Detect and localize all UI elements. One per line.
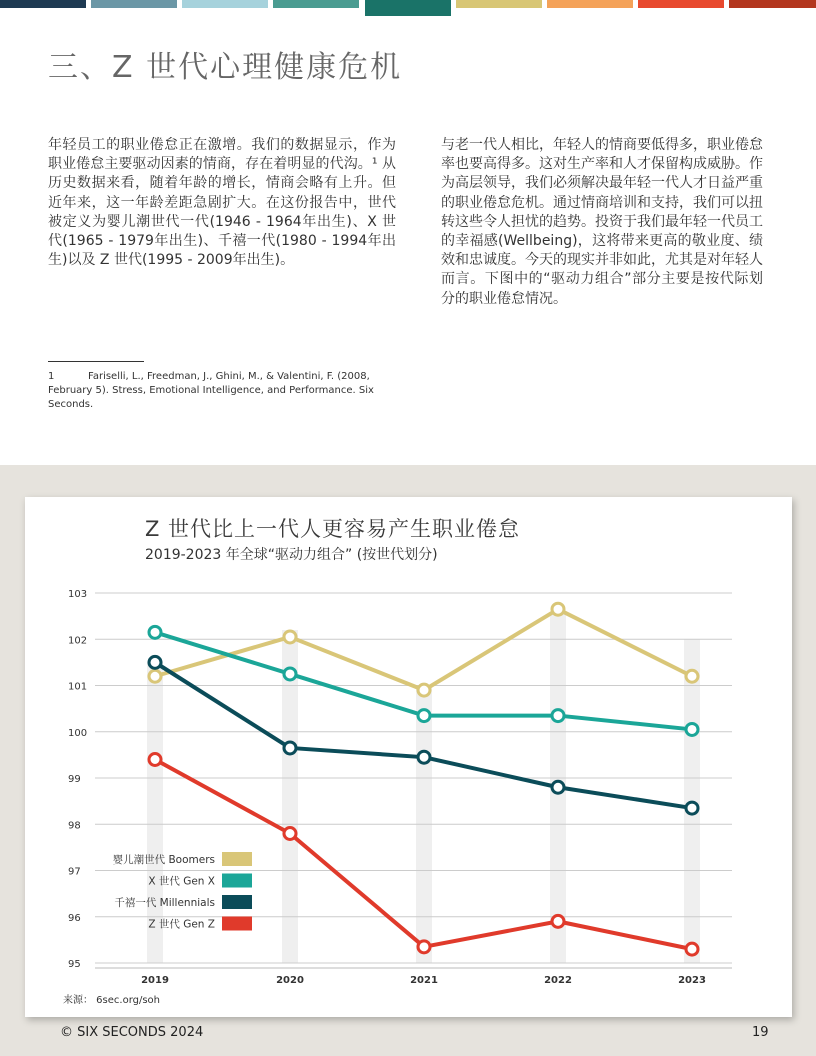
page-title: 三、Z 世代心理健康危机: [48, 50, 403, 85]
footnote-number: 1: [48, 371, 55, 382]
legend-label: Z 世代 Gen Z: [148, 918, 215, 931]
legend-label: 千禧一代 Millennials: [114, 897, 215, 909]
chart-source: 来源： 6sec.org/soh: [63, 995, 161, 1006]
data-point: [149, 670, 161, 682]
data-point: [284, 828, 296, 840]
data-point: [686, 943, 698, 955]
y-tick-label: 99: [68, 774, 81, 785]
data-point: [686, 670, 698, 682]
chart-title: Z 世代比上一代人更容易产生职业倦怠: [145, 517, 521, 541]
x-tick-label: 2023: [678, 975, 706, 986]
data-point: [284, 742, 296, 754]
y-tick-label: 102: [68, 635, 88, 647]
legend-swatch: [222, 895, 252, 909]
series-line: [155, 609, 692, 690]
footer-copyright: © SIX SECONDS 2024: [60, 1025, 204, 1040]
data-point: [149, 754, 161, 766]
right-column-text: 与老一代人相比，年轻人的情商要低得多，职业倦怠率也要高得多。这对生产率和人才保留构成威胁。作为高层领导，我们必须解决最年轻一代人才日益严重的职业倦怠危机。通过情商培训和支持，我们可以扭转这些令人担忧的趋势。投资于我们最年轻一代员工的幸福感(Wellbeing)，这将带来更高的敬业度、绩效和忠诚度。今天的现实并非如此，尤其是对年轻人而言。下图中的“驱动力组合”部分主要是按代际划分的职业倦怠情况。: [441, 137, 763, 307]
data-point: [149, 656, 161, 668]
legend-swatch: [222, 874, 252, 888]
data-point: [552, 781, 564, 793]
legend-swatch: [222, 917, 252, 931]
data-point: [418, 941, 430, 953]
data-point: [284, 631, 296, 643]
legend-label: X 世代 Gen X: [148, 875, 215, 888]
footnote-text: Fariselli, L., Freedman, J., Ghini, M., & Valentini, F. (2008, February 5). Stress, Emotional Intelligence, and Performance. Six Seconds.: [48, 371, 374, 410]
data-point: [149, 626, 161, 638]
data-point: [418, 751, 430, 763]
y-tick-label: 103: [68, 589, 88, 600]
data-point: [686, 723, 698, 735]
data-point: [552, 603, 564, 615]
y-tick-label: 96: [68, 912, 81, 924]
page-number: 19: [752, 1025, 769, 1040]
data-point: [552, 915, 564, 927]
data-point: [284, 668, 296, 680]
y-tick-label: 98: [68, 820, 81, 832]
data-point: [418, 684, 430, 696]
x-tick-label: 2019: [141, 975, 169, 986]
chart-subtitle: 2019-2023 年全球“驱动力组合” (按世代划分): [145, 547, 438, 563]
y-tick-label: 97: [68, 866, 81, 878]
left-column-text: 年轻员工的职业倦怠正在激增。我们的数据显示，作为职业倦怠主要驱动因素的情商，存在着明显的代沟。¹ 从历史数据来看，随着年龄的增长，情商会略有上升。但近年来，这一年龄差距急剧扩大。在这份报告中，世代被定义为婴儿潮世代一代(1946 - 1964年出生)、X 世代(1965 - 1979年出生)、千禧一代(1980 - 1994年出生)以及 Z 世代(1995 - 2009年出生)。: [48, 137, 396, 269]
x-tick-label: 2022: [544, 975, 572, 986]
y-tick-label: 100: [68, 727, 88, 739]
y-tick-label: 95: [68, 959, 81, 970]
x-tick-label: 2021: [410, 975, 438, 986]
legend-swatch: [222, 852, 252, 866]
x-tick-label: 2020: [276, 975, 304, 986]
data-point: [552, 710, 564, 722]
legend-label: 婴儿潮世代 Boomers: [112, 854, 215, 866]
data-point: [418, 710, 430, 722]
data-point: [686, 802, 698, 814]
y-tick-label: 101: [68, 681, 88, 693]
